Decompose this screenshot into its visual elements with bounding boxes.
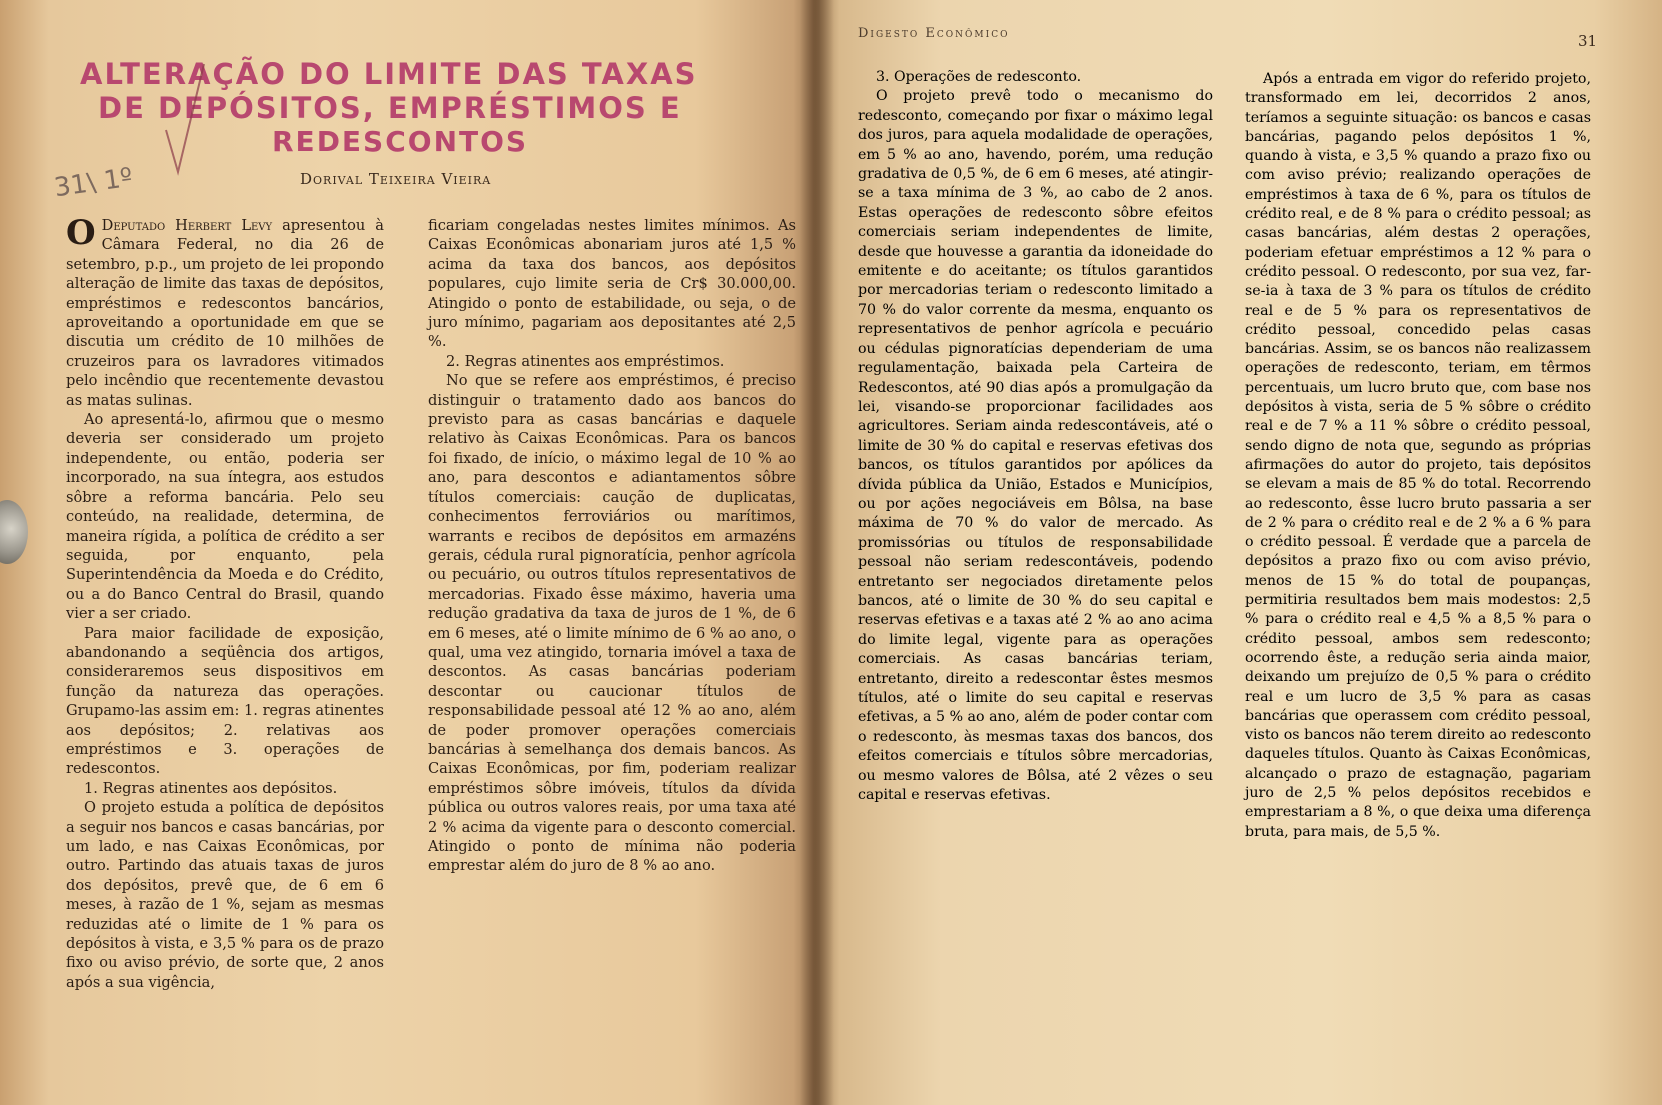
book-gutter bbox=[800, 0, 834, 1105]
paragraph bbox=[66, 213, 384, 410]
paragraph: Ao apresentá-lo, afirmou que o mesmo deveria ser considerado um projeto independente, ou então, poderia ser incorporado, na sua íntegra, aos estudos sôbre a reforma bancária. Pelo seu conteúdo, na realidade, determina, de maneira rígida, a política de crédito a ser seguida, por enquanto, pela Superintendência da Moeda e do Crédito, ou a do Banco Central do Brasil, quando vier a ser criado. bbox=[66, 411, 384, 623]
pencil-checkmark bbox=[160, 60, 210, 180]
section-heading: 1. Regras atinentes aos depósitos. bbox=[84, 779, 338, 797]
paragraph: ficariam congeladas nestes limites mínimos. As Caixas Econômicas abonariam juros até 1,5 % acima da taxa dos bancos, aos depósitos populares, cujo limite seria de Cr$ 30.000,00. Atingido o ponto de estabilidade, ou seja, o de juro mínimo, pagariam aos depositantes até 2,5 %. bbox=[428, 217, 796, 351]
section-heading: 3. Operações de redesconto. bbox=[876, 69, 1082, 85]
paragraph: Para maior facilidade de exposição, abandonando a seqüência dos artigos, consideraremos seus dispositivos em função da natureza das operações. Grupamo-las assim em: 1. regras atinentes aos depósitos; 2. relativas aos empréstimos e 3. operações de redescontos. bbox=[66, 624, 384, 778]
section-heading: 2. Regras atinentes aos empréstimos. bbox=[446, 352, 725, 370]
drop-cap: O bbox=[66, 213, 96, 253]
paragraph: O projeto prevê todo o mecanismo do redesconto, começando por fixar o máximo legal dos juros, para aquela modalidade de operações, em 5 % ao ano, havendo, porém, uma redução gradativa de 0,5 %, de 6 em 6 meses, até atingir-se a taxa mínima de 3 %, ao cabo de 2 anos. Estas operações de redesconto sôbre efeitos comerciais seriam independentes de limite, desde que houvesse a garantia da idoneidade do emitente e do aceitante; os títulos garantidos por mercadorias teriam o redesconto limitado a 70 % do valor corrente da mesma, enquanto os representativos de penhor agrícola e pecuário ou cédulas pignoratícias dependeriam de uma regulamentação, baixada pela Carteira de Redescontos, até 90 dias após a promulgação da lei, visando-se proporcionar facilidades aos agricultores. Seriam ainda redescontáveis, até o limite de 30 % do capital e reservas efetivas dos bancos, os títulos garantidos por apólices da dívida pública da União, Estados e Municípios, ou por ações negociáveis em Bôlsa, na base máxima de 70 % do valor de mercado. As promissórias ou títulos de responsabilidade pessoal não seriam redescontáveis, podendo entretanto ser negociados diretamente pelos bancos, até o limite de 30 % do seu capital e reservas efetivas e a taxas até 2 % ao ano acima do limite legal, vigente para as operações comerciais. As casas bancárias teriam, entretanto, direito a redescontar êstes mesmos títulos, até o limite do seu capital e reservas efetivas, a 5 % ao ano, além de poder contar com o redesconto, às mesmas taxas dos bancos, dos efeitos comerciais e títulos sôbre mercadorias, ou mesmo valores de Bôlsa, até 2 vêzes o seu capital e reservas efetivas. bbox=[858, 88, 1213, 804]
column-2 bbox=[428, 216, 796, 876]
paragraph: Após a entrada em vigor do referido projeto, transformado em lei, decorridos 2 anos, teríamos a seguinte situação: os bancos e casas bancárias, pagando pelos depósitos 1 %, quando à vista, e 3,5 % quando a prazo fixo ou com aviso prévio; realizando operações de empréstimos à taxa de 6 %, para os títulos de crédito real, e de 8 % para o crédito pessoal; as casas bancárias, além destas 2 operações, poderiam efetuar empréstimos a 12 % para o crédito pessoal. O redesconto, por sua vez, far-se-ia à taxa de 3 % para os títulos de crédito real e de 5 % para os representativos de crédito pessoal, concedido pelas casas bancárias. Assim, se os bancos não realizassem operações de redesconto, teriam, em têrmos percentuais, um lucro bruto que, com base nos depósitos à vista, seria de 5 % sôbre o crédito real e de 7 % a 11 % sôbre o crédito pessoal, sendo digno de nota que, segundo as próprias afirmações do autor do projeto, tais depósitos se elevam a mais de 85 % do total. Recorrendo ao redesconto, êsse lucro bruto passaria a ser de 2 % para o crédito real e de 2 % a 6 % para o crédito pessoal. É verdade que a parcela de depósitos a prazo fixo ou com aviso prévio, menos de 15 % do total de poupanças, permitiria resultados bem mais modestos: 2,5 % para o crédito real e 4,5 % a 8,5 % para o crédito pessoal, ambos sem redesconto; ocorrendo êste, a redução seria ainda maior, deixando um prejuízo de 0,5 % para o crédito real e um lucro de 3,5 % para as casas bancárias que operassem com crédito pessoal, visto os bancos não terem direito ao redesconto daqueles títulos. Quanto às Caixas Econômicas, alcançado o prazo de estagnação, pagariam juro de 2,5 % pelos depósitos recebidos e emprestariam a 8 %, o que deixa uma diferença bruta, para mais, de 5,5 %. bbox=[1245, 71, 1591, 840]
paragraph-text: apresentou à Câmara Federal, no dia 26 de setembro, p.p., um projeto de lei propondo alteração de limite das taxas de depósitos, empréstimos e redescontos bancários, aproveitando a oportunidade em que se discutia um crédito de 10 milhões de cruzeiros para os lavradores vitimados pelo incêndio que recentemente devastou as matas sulinas. bbox=[66, 217, 384, 409]
column-1 bbox=[66, 213, 384, 992]
paragraph: O projeto estuda a política de depósitos a seguir nos bancos e casas bancárias, por um lado, e nas Caixas Econômicas, por outro. Partindo das atuais taxas de juros dos depósitos, prevê que, de 6 em 6 meses, à razão de 1 %, sejam as mesmas reduzidas até o limite de 1 % para os depósitos à vista, e 3,5 % para os de prazo fixo ou aviso prévio, de sorte que, 2 anos após a sua vigência, bbox=[66, 799, 384, 991]
title-line-1: ALTERAÇÃO DO LIMITE DAS TAXAS bbox=[80, 57, 698, 91]
column-4 bbox=[1245, 70, 1591, 842]
binder-clip bbox=[0, 500, 28, 564]
running-head: Digesto Econômico bbox=[858, 26, 1010, 41]
paragraph: No que se refere aos empréstimos, é preciso distinguir o tratamento dado aos bancos do previsto para as casas bancárias e daquele relativo às Caixas Econômicas. Para os bancos foi fixado, de início, o máximo legal de 10 % ao ano, para descontos e adiantamentos sôbre títulos comerciais: caução de duplicatas, conhecimentos ferroviários ou marítimos, warrants e recibos de depósitos em armazéns gerais, cédula rural pignoratícia, penhor agrícola ou pecuário, ou outros títulos representativos de mercadorias. Fixado êsse máximo, haveria uma redução gradativa da taxa de juros de 1 %, de 6 em 6 meses, até o limite mínimo de 6 % ao ano, o qual, uma vez atingido, tornaria imóvel a taxa de descontos. As casas bancárias poderiam descontar ou caucionar títulos de responsabilidade pessoal até 12 % ao ano, além de poder promover operações comerciais bancárias à semelhança dos demais bancos. As Caixas Econômicas, por fim, poderiam realizar empréstimos sôbre imóveis, títulos da dívida pública ou outros valores reais, por uma taxa até 2 % acima da vigente para o desconto comercial. Atingido o ponto de mínima não poderia emprestar além do juro de 8 % ao ano. bbox=[428, 372, 796, 875]
title-line-2: DE DEPÓSITOS, EMPRÉSTIMOS E bbox=[98, 91, 682, 125]
page-number: 31 bbox=[1578, 32, 1598, 50]
author-byline: Dorival Teixeira Vieira bbox=[300, 170, 492, 188]
left-page bbox=[0, 0, 818, 1105]
smallcaps-lead: Deputado Herbert Levy bbox=[101, 217, 273, 234]
column-3 bbox=[858, 68, 1213, 805]
title-line-3: REDESCONTOS bbox=[272, 125, 529, 158]
handwritten-note: 31\ 1º bbox=[52, 162, 135, 204]
